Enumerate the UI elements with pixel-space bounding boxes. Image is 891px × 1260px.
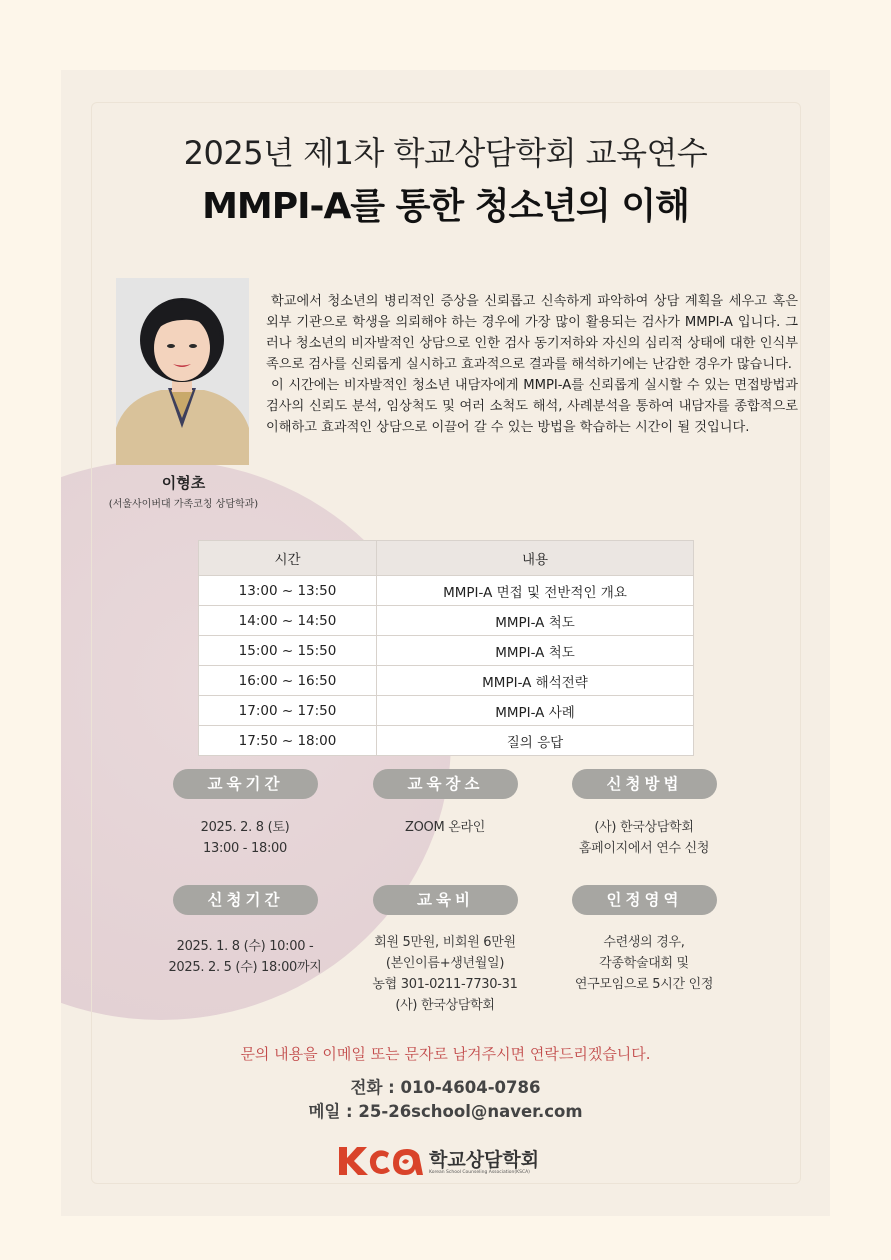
info-line: 연구모임으로 5시간 인정 <box>574 977 714 992</box>
column-header-content: 내용 <box>377 541 694 576</box>
contact-phone[interactable]: 전화 : 010-4604-0786 <box>350 1078 541 1097</box>
time-cell: 17:50 ~ 18:00 <box>199 726 377 756</box>
contact-note: 문의 내용을 이메일 또는 문자로 남겨주시면 연락드리겠습니다. <box>240 1045 651 1063</box>
logo-name: 학교상담학회 <box>429 1149 540 1171</box>
label-education-period: 교육기간 <box>173 769 318 799</box>
event-title: 2025년 제1차 학교상담학회 교육연수 <box>183 134 708 172</box>
info-line: 2025. 2. 8 (토) <box>200 820 290 835</box>
label-education-fee: 교육비 <box>373 885 518 915</box>
time-cell: 15:00 ~ 15:50 <box>199 636 377 666</box>
table-row <box>199 576 694 606</box>
poster-card <box>61 70 830 1216</box>
table-header-row <box>199 541 694 576</box>
info-line: 각종학술대회 및 <box>599 956 689 971</box>
contact-email[interactable]: 메일 : 25-26school@naver.com <box>308 1102 583 1121</box>
content-cell: MMPI-A 척도 <box>377 606 694 636</box>
kca-logo-icon <box>337 1143 425 1179</box>
accreditation-value <box>544 932 744 995</box>
info-line: (사) 한국상담학회 <box>395 998 495 1013</box>
time-cell: 17:00 ~ 17:50 <box>199 696 377 726</box>
speaker-photo <box>116 278 249 465</box>
label-application-period: 신청기간 <box>173 885 318 915</box>
table-row <box>199 606 694 636</box>
course-title: MMPI-A를 통한 청소년의 이해 <box>202 186 689 227</box>
education-venue-value <box>345 817 545 838</box>
info-line: (본인이름+생년월일) <box>385 956 505 971</box>
info-line: 홈페이지에서 연수 신청 <box>578 841 710 856</box>
association-logo <box>337 1143 567 1183</box>
application-method-value <box>544 817 744 859</box>
info-line: 농협 301-0211-7730-31 <box>372 977 518 992</box>
time-cell: 16:00 ~ 16:50 <box>199 666 377 696</box>
content-cell: MMPI-A 해석전략 <box>377 666 694 696</box>
info-line: 2025. 2. 5 (수) 18:00까지 <box>168 960 322 975</box>
schedule-table <box>198 540 694 756</box>
content-cell: MMPI-A 면접 및 전반적인 개요 <box>377 576 694 606</box>
label-education-venue: 교육장소 <box>373 769 518 799</box>
info-line: 수련생의 경우, <box>603 935 685 950</box>
info-line: 회원 5만원, 비회원 6만원 <box>374 935 516 950</box>
speaker-name: 이형초 <box>161 474 206 492</box>
description-paragraph: 이 시간에는 비자발적인 청소년 내담자에게 MMPI-A를 신뢰롭게 실시할 수 있는 면접방법과 검사의 신뢰도 분석, 임상척도 및 여러 소척도 해석, 사례분석을 통하여 내담자를 종합적으로 이해하고 효과적인 상담으로 이끌어 갈 수 있는 방법을 학습하는 시간이 될 것입니다. <box>266 378 798 435</box>
education-fee-value <box>345 932 545 1016</box>
column-header-time: 시간 <box>199 541 377 576</box>
info-line: 2025. 1. 8 (수) 10:00 - <box>176 939 314 954</box>
content-cell: MMPI-A 사례 <box>377 696 694 726</box>
education-period-value <box>145 817 345 859</box>
label-accreditation: 인정영역 <box>572 885 717 915</box>
table-row <box>199 696 694 726</box>
logo-subtitle: Korean School Counseling Association(KSCA) <box>429 1170 530 1175</box>
table-row <box>199 636 694 666</box>
info-line: (사) 한국상담학회 <box>594 820 694 835</box>
info-line: 13:00 - 18:00 <box>203 841 287 856</box>
description-paragraph: 학교에서 청소년의 병리적인 증상을 신뢰롭고 신속하게 파악하여 상담 계획을 세우고 혹은 외부 기관으로 학생을 의뢰해야 하는 경우에 가장 많이 활용되는 검사가 MMPI-A 입니다. 그러나 청소년의 비자발적인 상담으로 인한 검사 동기저하와 자신의 심리적 상태에 대한 인식부족으로 검사를 신뢰롭게 실시하고 효과적으로 결과를 해석하기에는 난감한 경우가 많습니다. <box>266 294 798 372</box>
info-line: ZOOM 온라인 <box>405 820 485 835</box>
content-cell: 질의 응답 <box>377 726 694 756</box>
speaker-affiliation: (서울사이버대 가족코칭 상담학과) <box>108 499 259 510</box>
time-cell: 13:00 ~ 13:50 <box>199 576 377 606</box>
table-row <box>199 666 694 696</box>
label-application-method: 신청방법 <box>572 769 717 799</box>
time-cell: 14:00 ~ 14:50 <box>199 606 377 636</box>
course-description <box>266 291 798 438</box>
content-cell: MMPI-A 척도 <box>377 636 694 666</box>
application-period-value <box>145 936 345 978</box>
table-row <box>199 726 694 756</box>
